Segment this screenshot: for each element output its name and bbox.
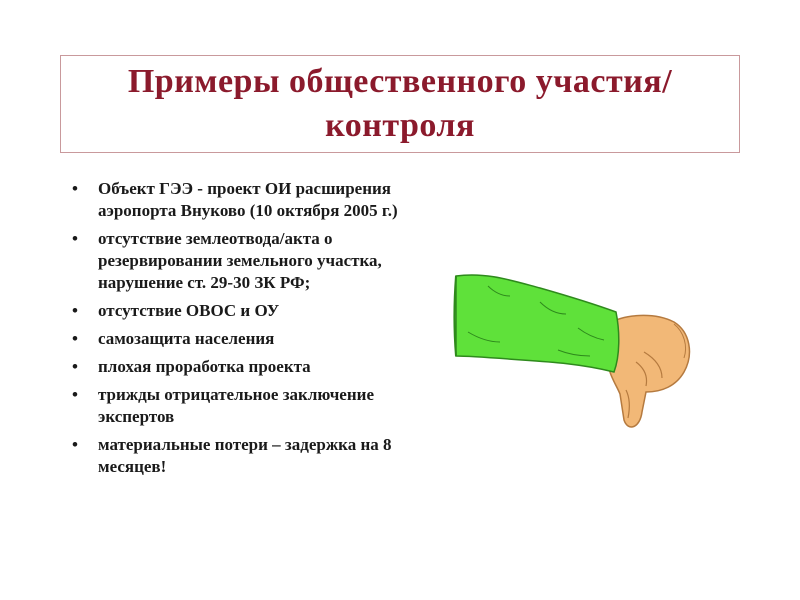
bullet-marker: • xyxy=(72,301,78,320)
bullet-text: Объект ГЭЭ - проект ОИ расширения аэропорта Внуково (10 октября 2005 г.) xyxy=(98,179,398,220)
bullet-item xyxy=(72,328,432,350)
bullet-item xyxy=(72,434,432,478)
bullet-item xyxy=(72,228,432,294)
title-box xyxy=(60,55,740,153)
bullet-marker: • xyxy=(72,435,78,454)
bullet-text: отсутствие ОВОС и ОУ xyxy=(98,301,280,320)
bullet-item xyxy=(72,300,432,322)
bullet-marker: • xyxy=(72,329,78,348)
bullet-item xyxy=(72,384,432,428)
bullet-item xyxy=(72,356,432,378)
thumbs-down-hand-graphic xyxy=(448,262,698,437)
bullet-text: плохая проработка проекта xyxy=(98,357,311,376)
bullet-marker: • xyxy=(72,229,78,248)
bullet-text: материальные потери – задержка на 8 месяцев! xyxy=(98,435,392,476)
thumbs-down-hand-icon xyxy=(448,262,698,437)
bullet-list xyxy=(72,178,432,484)
sleeve-shape xyxy=(455,275,619,372)
slide-title: Примеры общественного участия/контроля xyxy=(127,63,673,144)
bullet-marker: • xyxy=(72,357,78,376)
bullet-text: трижды отрицательное заключение экспертов xyxy=(98,385,374,426)
bullet-marker: • xyxy=(72,385,78,404)
hand-shape xyxy=(608,315,689,427)
bullet-marker: • xyxy=(72,179,78,198)
bullet-text: отсутствие землеотвода/акта о резервировании земельного участка, нарушение ст. 29-30 ЗК РФ; xyxy=(98,229,382,292)
bullet-text: самозащита населения xyxy=(98,329,275,348)
bullet-item xyxy=(72,178,432,222)
